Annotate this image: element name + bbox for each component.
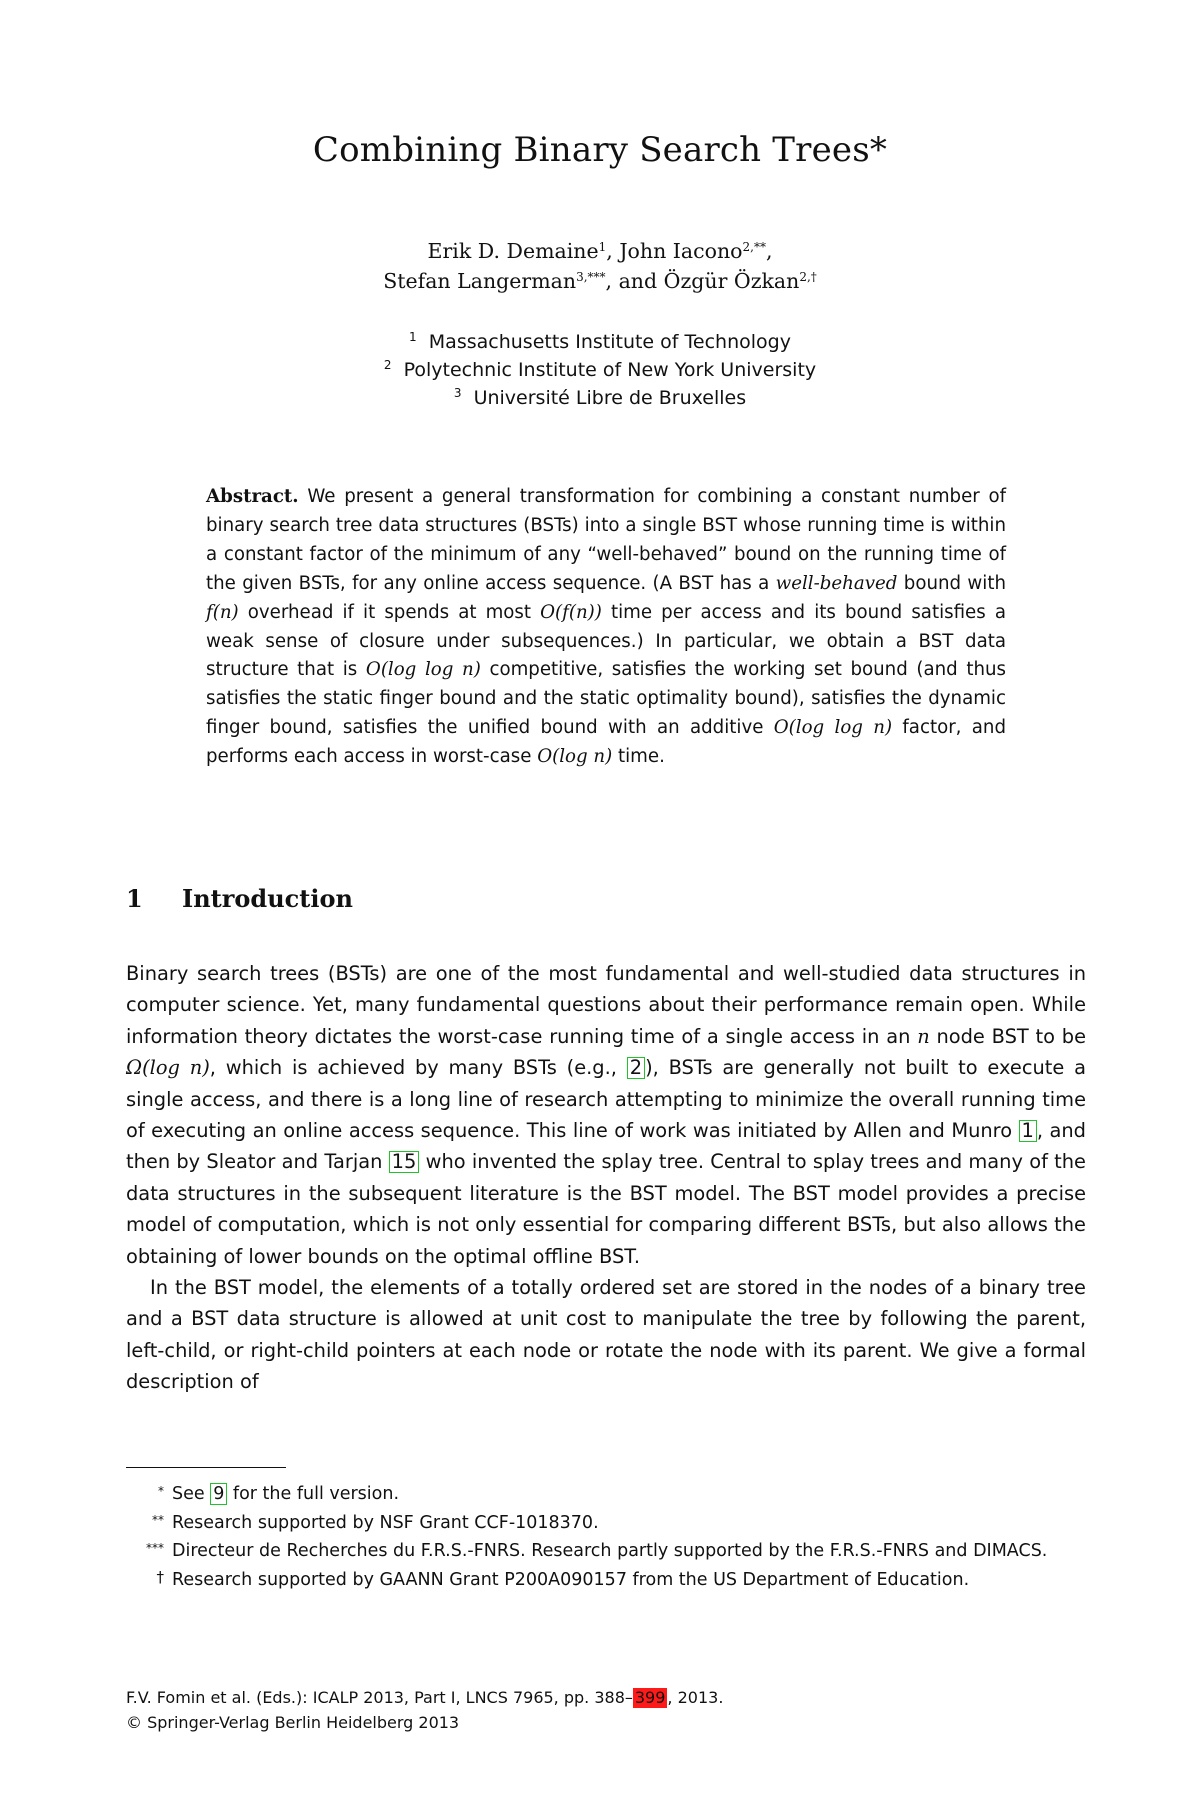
citation-link[interactable]: 2 xyxy=(627,1057,645,1079)
footnote-mark: *** xyxy=(146,1541,164,1555)
body-text xyxy=(126,958,1086,1398)
author-separator: , xyxy=(606,239,620,263)
paragraph: In the BST model, the elements of a totally ordered set are stored in the nodes of a binary tree and a BST data structure is allowed at unit cost to manipulate the tree by following the parent, left-child, or right-child pointers at each node or rotate the node with its parent. We give a formal description of xyxy=(126,1276,1086,1394)
affiliation-number: 1 xyxy=(409,330,417,344)
affiliation-name: Polytechnic Institute of New York University xyxy=(403,359,817,381)
footnote xyxy=(126,1509,1086,1538)
text-run: Binary search trees (BSTs) are one of the most fundamental and well-studied data structures in computer science. Yet, many fundamental questions about their performance remain open. While information theory dictates the worst-case running time of a single access in an xyxy=(126,962,1086,1048)
footnote xyxy=(126,1566,1086,1595)
section-title: Introduction xyxy=(182,884,353,913)
footnote-text: Research supported by NSF Grant CCF-1018370. xyxy=(172,1512,599,1533)
footnote-text: Research supported by GAANN Grant P200A090157 from the US Department of Education. xyxy=(172,1569,970,1590)
text-run: , and then by Sleator and Tarjan xyxy=(126,1119,1086,1174)
text-run: who invented the splay tree. Central to splay trees and many of the data structures in the subsequent literature is the BST model. The BST model provides a precise model of computation, which is not only essential for comparing different BSTs, but also allows the obtaining of lower bounds on the optimal offline BST. xyxy=(126,1150,1086,1268)
footnote-mark: ** xyxy=(152,1512,164,1527)
footnote-rule xyxy=(126,1467,286,1468)
author-separator: , xyxy=(765,239,773,263)
abstract xyxy=(206,483,1006,772)
abstract-run: factor, and performs each access in worst-case xyxy=(206,717,1007,768)
emphasis: well-behaved xyxy=(775,572,898,594)
author-line-2 xyxy=(0,266,1200,296)
citation-link[interactable]: 15 xyxy=(389,1151,420,1173)
affiliation-number: 2 xyxy=(383,358,392,372)
author-name: Erik D. Demaine xyxy=(427,239,599,263)
text-run: for the full version. xyxy=(227,1484,400,1504)
math: O(log log n) xyxy=(365,659,481,681)
abstract-run: time. xyxy=(612,746,665,768)
abstract-text xyxy=(206,483,1006,772)
abstract-label: Abstract. xyxy=(206,486,299,507)
author-separator: , and xyxy=(605,269,664,293)
abstract-run: bound with xyxy=(897,572,1006,594)
author-name: John Iacono xyxy=(619,239,743,263)
footnotes xyxy=(126,1480,1086,1594)
affiliation xyxy=(0,384,1200,412)
footnote-mark: * xyxy=(158,1484,164,1498)
footnote-text xyxy=(172,1480,1086,1509)
math: f(n) xyxy=(206,601,239,623)
affiliation-name: Université Libre de Bruxelles xyxy=(473,387,747,409)
affiliation-name: Massachusetts Institute of Technology xyxy=(428,331,791,353)
math: O(log n) xyxy=(537,746,613,768)
affiliation-list xyxy=(0,328,1200,412)
abstract-run: overhead if it spends at most xyxy=(238,601,541,623)
math: Ω(log n) xyxy=(126,1056,210,1080)
author-sup: 1 xyxy=(598,240,607,254)
footnote-mark: † xyxy=(156,1567,164,1586)
footnote xyxy=(126,1537,1086,1566)
author-name: Stefan Langerman xyxy=(383,269,577,293)
paragraph xyxy=(126,958,1086,1272)
text-run: F.V. Fomin et al. (Eds.): ICALP 2013, Part I, LNCS 7965, pp. 388– xyxy=(126,1688,633,1707)
citation-link[interactable]: 1 xyxy=(1019,1120,1037,1142)
citation-link[interactable]: 9 xyxy=(210,1483,227,1505)
paper-title: Combining Binary Search Trees* xyxy=(312,130,888,170)
affiliation xyxy=(0,356,1200,384)
footnote-text: Directeur de Recherches du F.R.S.-FNRS. Research partly supported by the F.R.S.-FNRS and DIMACS. xyxy=(172,1541,1048,1561)
math: O(log log n) xyxy=(773,717,893,739)
author-list xyxy=(0,236,1200,296)
affiliation xyxy=(0,328,1200,356)
abstract-run: time per access and its bound satisfies a weak sense of closure under subsequences.) In particular, we obtain a BST data structure that is xyxy=(206,601,1006,681)
copyright-line: © Springer-Verlag Berlin Heidelberg 2013 xyxy=(126,1713,460,1732)
abstract-run: We present a general transformation for combining a constant number of binary search tree data structures (BSTs) into a single BST whose running time is within a constant factor of the minimum of any “well-behaved” bound on the running time of the given BSTs, for any online access sequence. (A BST has a xyxy=(206,486,1006,594)
text-run: node BST to be xyxy=(929,1024,1086,1048)
text-run: , 2013. xyxy=(667,1688,724,1707)
section-number: 1 xyxy=(126,884,143,913)
footnote xyxy=(126,1480,1086,1509)
text-run: See xyxy=(172,1484,211,1504)
page-end-link[interactable]: 399 xyxy=(634,1688,666,1707)
author-line-1 xyxy=(0,236,1200,266)
text-run: ), BSTs are generally not built to execute a single access, and there is a long line of research attempting to minimize the overall running time of executing an online access sequence. This line of work was initiated by Allen and Munro xyxy=(126,1056,1086,1143)
author-sup: 3,*** xyxy=(576,270,606,284)
math: O(f(n)) xyxy=(540,601,602,623)
publication-info xyxy=(126,1685,1086,1735)
author-name: Özgür Özkan xyxy=(663,269,800,293)
math: n xyxy=(917,1024,930,1048)
section-heading xyxy=(126,884,353,913)
abstract-run: competitive, satisfies the working set bound (and thus satisfies the static finger bound and the static optimality bound), satisfies the dynamic finger bound, satisfies the unified bound with an additive xyxy=(206,659,1006,739)
author-sup: 2,** xyxy=(742,240,766,254)
text-run: , which is achieved by many BSTs (e.g., xyxy=(209,1056,627,1080)
affiliation-number: 3 xyxy=(453,386,462,400)
author-sup: 2,† xyxy=(799,270,817,284)
publication-line xyxy=(126,1685,1086,1710)
